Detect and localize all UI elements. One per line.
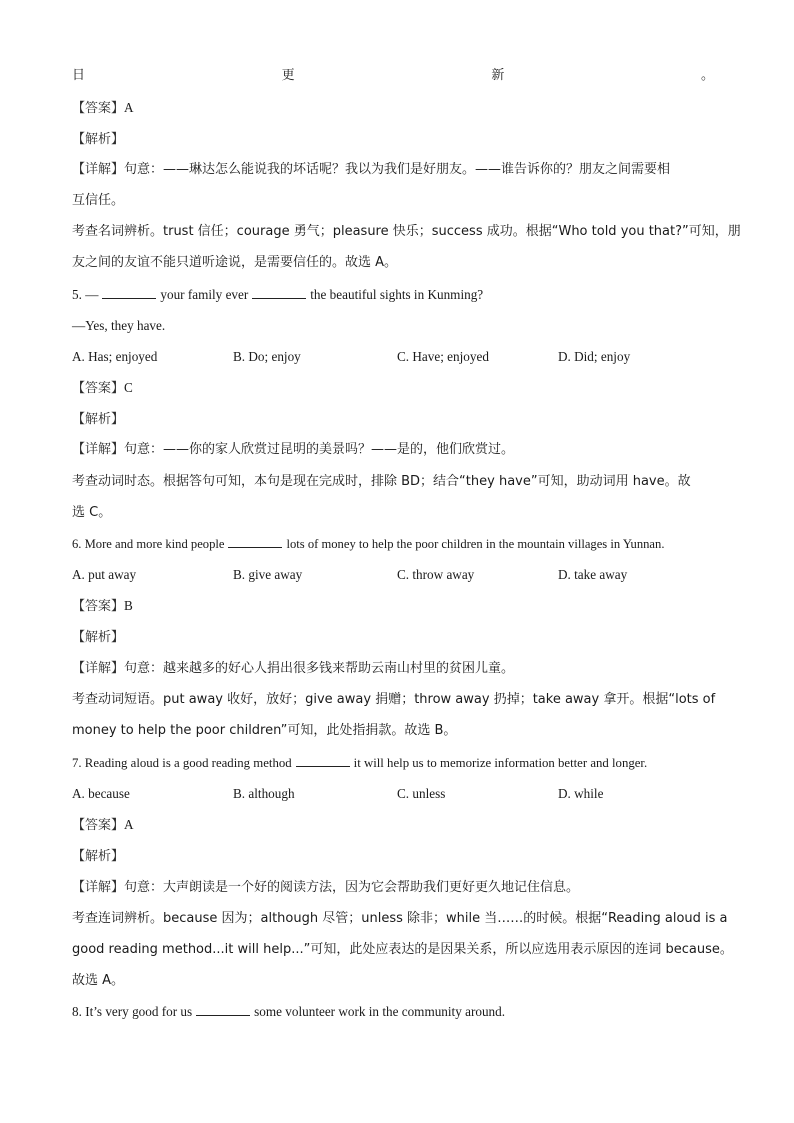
option-c: C. unless [397,786,446,801]
option-b: B. although [233,786,295,801]
q4-explain-2: 友之间的友谊不能只道听途说，是需要信任的。故选 A。 [72,255,398,270]
answer-value: A [124,100,134,115]
option-a: A. Has; enjoyed [72,349,158,364]
option-a: A. because [72,786,130,801]
answer-blank [296,754,350,767]
header-char-2: 更 [281,68,295,83]
option-c: C. Have; enjoyed [397,349,489,364]
header-char-3: 新 [491,68,505,83]
answer-blank [252,286,306,299]
answer-blank [196,1003,250,1016]
option-c: C. throw away [397,567,475,582]
q7-stem: 7. Reading aloud is a good reading method it will help us to memorize information better and longer. [72,756,648,770]
q4-explain-1: 考查名词辨析。trust 信任；courage 勇气；pleasure 快乐；success 成功。根据“Who told you that?”可知，朋 [72,224,741,239]
q5-detail: 【详解】句意：——你的家人欣赏过昆明的美景吗？——是的，他们欣赏过。 [72,442,515,457]
q4-analysis-label: 【解析】 [72,132,125,147]
option-d: D. while [558,786,604,801]
q6-analysis-label: 【解析】 [72,630,125,645]
q5-explain-1: 考查动词时态。根据答句可知，本句是现在完成时，排除 BD；结合“they have”可知，助动词用 have。故 [72,474,691,489]
q6-answer: 【答案】B [72,598,133,614]
option-b: B. give away [233,567,303,582]
header-spread-line [72,66,714,86]
answer-blank [228,535,282,548]
option-d: D. Did; enjoy [558,349,631,364]
header-char-4: 。 [700,68,714,83]
q4-detail [72,160,670,180]
header-char-1: 日 [72,68,86,83]
answer-blank [102,286,156,299]
q6-stem: 6. More and more kind people lots of money to help the poor children in the mountain villages in Yunnan. [72,537,665,551]
q7-detail: 【详解】句意：大声朗读是一个好的阅读方法，因为它会帮助我们更好更久地记住信息。 [72,880,580,895]
q5-reply: —Yes, they have. [72,318,166,333]
q8-stem: 8. It’s very good for us some volunteer work in the community around. [72,1004,506,1019]
q7-explain-1: 考查连词辨析。because 因为；although 尽管；unless 除非；while 当……的时候。根据“Reading aloud is a [72,911,728,926]
q4-detail-cont: 互信任。 [72,193,125,208]
q7-analysis-label: 【解析】 [72,849,125,864]
q7-explain-3: 故选 A。 [72,973,125,988]
answer-label: 【答案】 [72,101,125,116]
q5-analysis-label: 【解析】 [72,412,125,427]
q6-explain-1: 考查动词短语。put away 收好，放好；give away 捐赠；throw away 扔掉；take away 拿开。根据“lots of [72,692,716,707]
q6-detail: 【详解】句意：越来越多的好心人捐出很多钱来帮助云南山村里的贫困儿童。 [72,661,515,676]
q7-explain-2: good reading method...it will help...”可知，此处应表达的是因果关系，所以应选用表示原因的连词 because。 [72,942,733,957]
q5-answer: 【答案】C [72,380,133,396]
detail-label: 【详解】 [72,162,125,177]
q4-answer [72,98,134,119]
q5-stem: 5. — your family ever the beautiful sights in Kunming? [72,287,484,302]
q6-explain-2: money to help the poor children”可知，此处指捐款。故选 B。 [72,723,457,738]
q7-answer: 【答案】A [72,817,134,833]
detail-text: 句意：——琳达怎么能说我的坏话呢？我以为我们是好朋友。——谁告诉你的？朋友之间需要相 [124,162,671,177]
q5-explain-2: 选 C。 [72,505,112,520]
option-d: D. take away [558,567,628,582]
option-b: B. Do; enjoy [233,349,301,364]
option-a: A. put away [72,567,137,582]
